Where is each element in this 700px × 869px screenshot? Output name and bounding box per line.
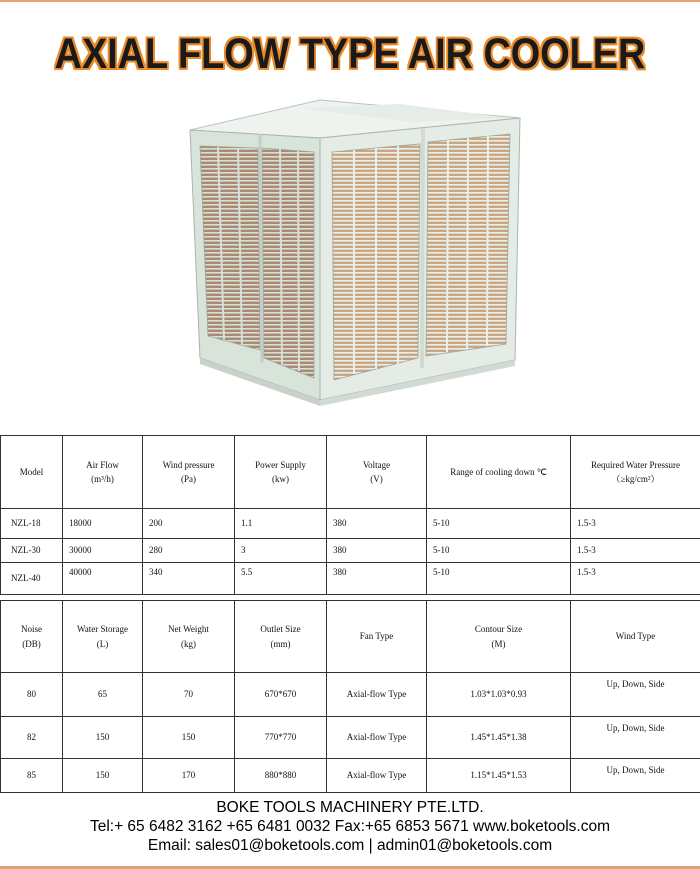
cell-water-storage: 150	[63, 759, 143, 793]
cell-cooling: 5-10	[427, 539, 571, 563]
header-water-pressure: Required Water Pressure （≥kg/cm²）	[571, 436, 700, 509]
page-title: AXIAL FLOW TYPE AIR COOLER	[54, 30, 646, 78]
cell-contour-size: 1.03*1.03*0.93	[427, 673, 571, 717]
header-power-supply: Power Supply (kw)	[235, 436, 327, 509]
cell-contour-size: 1.15*1.45*1.53	[427, 759, 571, 793]
header-wind-pressure: Wind pressure (Pa)	[143, 436, 235, 509]
cell-outlet-size: 770*770	[235, 717, 327, 759]
table-row	[1, 759, 700, 793]
header-noise: Noise (DB)	[1, 601, 63, 673]
cell-water-storage: 150	[63, 717, 143, 759]
cell-wind-type: Up, Down, Side	[571, 759, 700, 793]
cell-voltage: 380	[327, 563, 427, 595]
header-contour-size: Contour Size (M)	[427, 601, 571, 673]
top-rule	[0, 0, 700, 2]
cell-noise: 82	[1, 717, 63, 759]
header-net-weight: Net Weight (kg)	[143, 601, 235, 673]
table-header-row	[1, 436, 700, 509]
cell-wind-pressure: 280	[143, 539, 235, 563]
contact-line: Tel:+ 65 6482 3162 +65 6481 0032 Fax:+65 6853 5671 www.boketools.com	[89, 818, 611, 835]
spec-table-1	[0, 435, 700, 595]
header-water-storage: Water Storage (L)	[63, 601, 143, 673]
table-row	[1, 673, 700, 717]
cell-model: NZL-18	[1, 509, 63, 539]
cell-power: 1.1	[235, 509, 327, 539]
cell-power: 3	[235, 539, 327, 563]
header-wind-type: Wind Type	[571, 601, 700, 673]
cell-air-flow: 18000	[63, 509, 143, 539]
cell-model: NZL-30	[1, 539, 63, 563]
cell-outlet-size: 670*670	[235, 673, 327, 717]
cell-noise: 85	[1, 759, 63, 793]
cell-water-pressure: 1.5-3	[571, 509, 700, 539]
cell-air-flow: 40000	[63, 563, 143, 595]
email-line: Email: sales01@boketools.com | admin01@boketools.com	[147, 837, 553, 854]
cell-net-weight: 150	[143, 717, 235, 759]
cell-wind-type: Up, Down, Side	[571, 673, 700, 717]
cell-net-weight: 170	[143, 759, 235, 793]
table-row	[1, 539, 700, 563]
company-name: BOKE TOOLS MACHINERY PTE.LTD.	[216, 799, 484, 816]
cell-wind-type: Up, Down, Side	[571, 717, 700, 759]
cell-fan-type: Axial-flow Type	[327, 717, 427, 759]
cell-wind-pressure: 340	[143, 563, 235, 595]
air-cooler-image	[170, 88, 530, 408]
company-footer	[0, 798, 700, 855]
cell-net-weight: 70	[143, 673, 235, 717]
header-cooling-range: Range of cooling down ℃	[427, 436, 571, 509]
cell-air-flow: 30000	[63, 539, 143, 563]
cell-cooling: 5-10	[427, 563, 571, 595]
cell-cooling: 5-10	[427, 509, 571, 539]
cell-wind-pressure: 200	[143, 509, 235, 539]
cell-fan-type: Axial-flow Type	[327, 673, 427, 717]
cell-water-pressure: 1.5-3	[571, 563, 700, 595]
table-row	[1, 563, 700, 595]
cell-fan-type: Axial-flow Type	[327, 759, 427, 793]
spec-table-2	[0, 600, 700, 793]
header-air-flow: Air Flow (m³/h)	[63, 436, 143, 509]
table-row	[1, 717, 700, 759]
cell-model: NZL-40	[1, 563, 63, 595]
cell-water-storage: 65	[63, 673, 143, 717]
header-fan-type: Fan Type	[327, 601, 427, 673]
header-voltage: Voltage (V)	[327, 436, 427, 509]
cell-noise: 80	[1, 673, 63, 717]
cell-contour-size: 1.45*1.45*1.38	[427, 717, 571, 759]
cell-outlet-size: 880*880	[235, 759, 327, 793]
cell-voltage: 380	[327, 539, 427, 563]
cell-water-pressure: 1.5-3	[571, 539, 700, 563]
cell-power: 5.5	[235, 563, 327, 595]
table-row	[1, 509, 700, 539]
table-header-row	[1, 601, 700, 673]
header-model: Model	[1, 436, 63, 509]
header-outlet-size: Outlet Size (mm)	[235, 601, 327, 673]
cell-voltage: 380	[327, 509, 427, 539]
